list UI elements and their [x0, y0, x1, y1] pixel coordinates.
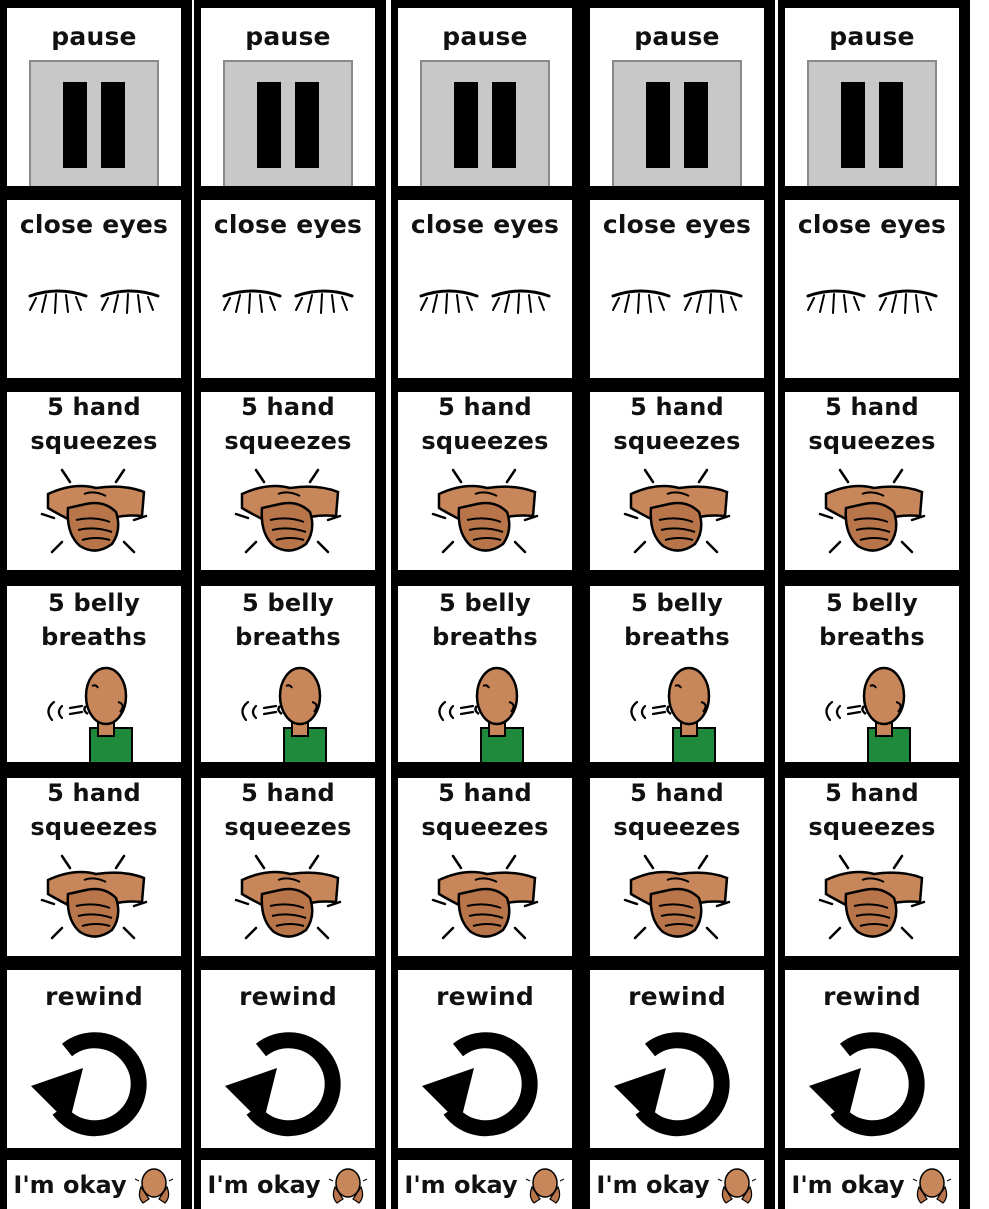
rewind-card — [7, 970, 181, 1148]
card-label: pause — [442, 22, 528, 51]
card-strip-1 — [0, 0, 192, 1209]
okay-person-icon — [133, 1165, 175, 1205]
rewind-icon — [807, 1028, 937, 1138]
rewind-card — [785, 970, 959, 1148]
hand-squeezes-card — [590, 392, 764, 570]
card-label: close eyes — [602, 210, 752, 239]
pause-icon — [223, 60, 353, 186]
pause-icon — [807, 60, 937, 186]
hand-squeeze-icon — [34, 850, 154, 946]
okay-person-icon — [716, 1165, 758, 1205]
okay-person-icon — [327, 1165, 369, 1205]
card-label-line2: squeezes — [808, 813, 936, 841]
rewind-icon — [29, 1028, 159, 1138]
close-eyes-card — [201, 200, 375, 378]
closed-eyes-icon — [415, 282, 555, 322]
card-strip-4 — [583, 0, 775, 1209]
close-eyes-card — [590, 200, 764, 378]
pause-card — [7, 8, 181, 186]
card-label-line1: 5 belly — [241, 589, 334, 617]
belly-breath-icon — [34, 666, 154, 762]
belly-breath-icon — [425, 666, 545, 762]
hand-squeeze-icon — [228, 850, 348, 946]
belly-breaths-card — [201, 586, 375, 762]
rewind-card — [201, 970, 375, 1148]
hand-squeezes-card — [201, 778, 375, 956]
card-label: rewind — [436, 982, 534, 1011]
card-label-line1: 5 hand — [241, 393, 335, 421]
card-label-line1: 5 hand — [825, 393, 919, 421]
belly-breath-icon — [228, 666, 348, 762]
card-label-line2: squeezes — [224, 427, 352, 455]
card-label-line1: 5 belly — [47, 589, 140, 617]
card-label-line1: 5 hand — [438, 779, 532, 807]
close-eyes-card — [7, 200, 181, 378]
im-okay-card — [7, 1160, 181, 1209]
hand-squeeze-icon — [228, 464, 348, 560]
card-label-line1: 5 hand — [241, 779, 335, 807]
hand-squeezes-card — [201, 392, 375, 570]
card-strip-3 — [391, 0, 583, 1209]
card-label-line1: 5 hand — [630, 779, 724, 807]
pause-icon — [612, 60, 742, 186]
im-okay-card — [201, 1160, 375, 1209]
belly-breaths-card — [398, 586, 572, 762]
card-label: rewind — [45, 982, 143, 1011]
card-label-line2: breaths — [624, 623, 730, 651]
close-eyes-card — [785, 200, 959, 378]
hand-squeeze-icon — [617, 850, 737, 946]
hand-squeeze-icon — [812, 464, 932, 560]
card-label-line2: breaths — [819, 623, 925, 651]
hand-squeezes-card — [590, 778, 764, 956]
hand-squeezes-card — [785, 392, 959, 570]
belly-breaths-card — [785, 586, 959, 762]
pause-icon — [29, 60, 159, 186]
belly-breaths-card — [7, 586, 181, 762]
card-label-line1: 5 hand — [438, 393, 532, 421]
card-label: close eyes — [19, 210, 169, 239]
rewind-icon — [612, 1028, 742, 1138]
card-label: pause — [829, 22, 915, 51]
card-label-line1: 5 belly — [630, 589, 723, 617]
im-okay-card — [785, 1160, 959, 1209]
card-strip-2 — [194, 0, 386, 1209]
closed-eyes-icon — [802, 282, 942, 322]
rewind-card — [398, 970, 572, 1148]
card-label-line1: 5 belly — [438, 589, 531, 617]
card-label: pause — [245, 22, 331, 51]
rewind-icon — [420, 1028, 550, 1138]
card-label: pause — [51, 22, 137, 51]
okay-person-icon — [524, 1165, 566, 1205]
card-label-line1: 5 belly — [825, 589, 918, 617]
okay-person-icon — [911, 1165, 953, 1205]
card-label: close eyes — [797, 210, 947, 239]
closed-eyes-icon — [218, 282, 358, 322]
hand-squeeze-icon — [425, 464, 545, 560]
card-label: rewind — [823, 982, 921, 1011]
card-strip-5 — [778, 0, 970, 1209]
hand-squeeze-icon — [617, 464, 737, 560]
card-label: rewind — [628, 982, 726, 1011]
pause-card — [201, 8, 375, 186]
card-label-line2: breaths — [235, 623, 341, 651]
card-label: pause — [634, 22, 720, 51]
pause-icon — [420, 60, 550, 186]
im-okay-card — [398, 1160, 572, 1209]
belly-breath-icon — [812, 666, 932, 762]
card-label-line1: 5 hand — [825, 779, 919, 807]
closed-eyes-icon — [24, 282, 164, 322]
hand-squeezes-card — [785, 778, 959, 956]
close-eyes-card — [398, 200, 572, 378]
card-label-line2: squeezes — [421, 813, 549, 841]
card-label: close eyes — [410, 210, 560, 239]
card-label-line2: squeezes — [30, 427, 158, 455]
card-label-line1: 5 hand — [47, 779, 141, 807]
card-label-line2: squeezes — [30, 813, 158, 841]
pause-card — [398, 8, 572, 186]
belly-breaths-card — [590, 586, 764, 762]
pause-card — [590, 8, 764, 186]
closed-eyes-icon — [607, 282, 747, 322]
hand-squeeze-icon — [34, 464, 154, 560]
card-label-line2: squeezes — [613, 427, 741, 455]
hand-squeezes-card — [398, 778, 572, 956]
card-label: I'm okay — [404, 1170, 518, 1199]
hand-squeezes-card — [7, 778, 181, 956]
rewind-icon — [223, 1028, 353, 1138]
card-label: I'm okay — [791, 1170, 905, 1199]
card-label-line2: squeezes — [613, 813, 741, 841]
card-label: rewind — [239, 982, 337, 1011]
hand-squeezes-card — [7, 392, 181, 570]
card-label: I'm okay — [596, 1170, 710, 1199]
hand-squeezes-card — [398, 392, 572, 570]
card-label: I'm okay — [207, 1170, 321, 1199]
card-label-line2: squeezes — [808, 427, 936, 455]
rewind-card — [590, 970, 764, 1148]
card-label-line1: 5 hand — [47, 393, 141, 421]
card-label-line2: breaths — [41, 623, 147, 651]
card-label: close eyes — [213, 210, 363, 239]
pause-card — [785, 8, 959, 186]
card-label-line2: breaths — [432, 623, 538, 651]
hand-squeeze-icon — [812, 850, 932, 946]
hand-squeeze-icon — [425, 850, 545, 946]
belly-breath-icon — [617, 666, 737, 762]
card-label-line2: squeezes — [421, 427, 549, 455]
card-label-line1: 5 hand — [630, 393, 724, 421]
card-label: I'm okay — [13, 1170, 127, 1199]
im-okay-card — [590, 1160, 764, 1209]
card-label-line2: squeezes — [224, 813, 352, 841]
